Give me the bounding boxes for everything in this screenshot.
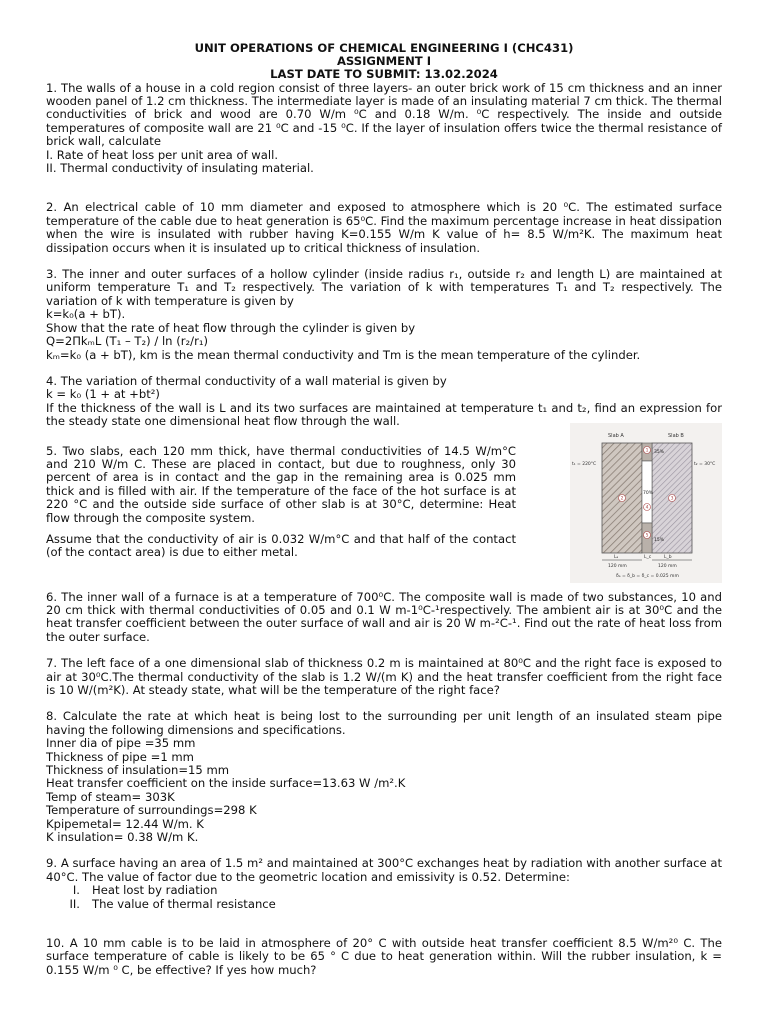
question-10: 10. A 10 mm cable is to be laid in atmosphere of 20° C with outside heat transfer coefficient 8.5 W/m²⁰ C. The surface temperature of cable is likely to be 65 ° C due to heat generation within. Will the rubber insulation, k = 0.155 W/m ⁰ C, be effective? If yes how much? [46,936,722,977]
question-8-line: Inner dia of pipe =35 mm [46,736,196,751]
question-8-line: K insulation= 0.38 W/m K. [46,830,199,845]
gap-length: L_c [644,554,652,560]
question-1-part-ii: II. Thermal conductivity of insulating material. [46,161,314,176]
question-2: 2. An electrical cable of 10 mm diameter and exposed to atmosphere which is 20 ⁰C. The estimated surface temperature of the cable due to heat generation is 65⁰C. Find the maximum percentage increase in heat dissipation when the wire is insulated with rubber having K=0.155 W/m K value of h= 8.5 W/m²K. The maximum heat dissipation occurs when it is insulated up to critical thickness of insulation. [46,200,722,255]
slab-a-label: Slab A [608,432,624,439]
slab-a-length: Lₐ [614,554,619,560]
node-3: 3 [670,496,674,502]
question-9: 9. A surface having an area of 1.5 m² and maintained at 300°C exchanges heat by radiation with another surface at 40°C. The value of factor due to the geometric location and emissivity is 0.52. Determine: [46,856,722,884]
question-9-item-label: Heat lost by radiation [92,883,218,898]
contact-top-percent: 35% [654,449,665,455]
question-4-equation: k = k₀ (1 + at +bt²) [46,387,160,402]
slab-b-label: Slab B [668,432,684,439]
question-8-line: Temp of steam= 303K [46,789,175,804]
question-8-line: Heat transfer coefficient on the inside surface=13.63 W /m².K [46,776,406,791]
question-8-line: Thickness of insulation=15 mm [46,763,230,778]
node-4: 4 [645,505,649,511]
question-5-assumption: Assume that the conductivity of air is 0.032 W/m°C and that half of the contact (of the contact area) is due to either metal. [46,531,516,560]
question-5: 5. Two slabs, each 120 mm thick, have thermal conductivities of 14.5 W/m°C and 210 W/m C. These are placed in contact, but due to roughness, only 30 percent of area is in contact and the gap in the remaining area is 0.025 mm thick and is filled with air. If the temperature of the face of the hot surface is at 220 °C and the outside side surface of other slab is at 30°C, determine: Heat flow through the composite system. [46,443,516,525]
slab-b-length: L_b [664,554,672,560]
question-9-item-label: The value of thermal resistance [92,896,276,911]
hot-face-temp: t₁ = 220°C [572,461,597,467]
question-7: 7. The left face of a one dimensional slab of thickness 0.2 m is maintained at 80⁰C and the right face is exposed to air at 30⁰C.The thermal conductivity of the slab is 1.2 W/(m K) and the heat transfer coefficient from the right face is 10 W/(m²K). At steady state, what will be the temperature of the right face? [46,656,722,697]
question-8-line: Thickness of pipe =1 mm [46,749,194,764]
assignment-title: ASSIGNMENT I [336,54,432,69]
node-5: 5 [645,533,649,539]
question-9-item-number: II. [69,896,80,911]
course-title: UNIT OPERATIONS OF CHEMICAL ENGINEERING I (CHC431) [194,41,574,55]
question-3-equation-k: k=k₀(a + bT). [46,307,126,322]
slab-a-thickness: 120 mm [608,563,627,569]
question-3: 3. The inner and outer surfaces of a hollow cylinder (inside radius r₁, outside r₂ and length L) are maintained at uniform temperature T₁ and T₂ respectively. The variation of k with temperatures T₁ and T₂ respectively. The variation of k with temperature is given by [46,267,722,308]
question-9-item [46,884,722,897]
slab-b-thickness: 120 mm [658,563,677,569]
assignment-page [46,42,722,977]
question-3-equation-q: Q=2ΠkₘL (T₁ – T₂) / ln (r₂/r₁) [46,334,209,349]
submission-deadline: LAST DATE TO SUBMIT: 13.02.2024 [270,67,498,82]
question-4: 4. The variation of thermal conductivity of a wall material is given by [46,373,447,388]
question-3-show: Show that the rate of heat flow through the cylinder is given by [46,320,416,335]
gap-percent: 70% [643,490,654,496]
node-1: 1 [645,448,649,454]
question-5-block [46,432,722,583]
composite-slab-figure [570,423,722,583]
node-2: 2 [620,496,624,502]
question-4-rest: If the thickness of the wall is L and its two surfaces are maintained at temperature t₁ and t₂, find an expression for the steady state one dimensional heat flow through the wall. [46,400,722,429]
question-8: 8. Calculate the rate at which heat is being lost to the surrounding per unit length of an insulated steam pipe having the following dimensions and specifications. [46,709,722,737]
question-3-km: kₘ=k₀ (a + bT), km is the mean thermal conductivity and Tm is the mean temperature of the cylinder. [46,347,641,362]
contact-bottom-percent: 15% [654,537,665,543]
question-8-line: Temperature of surroundings=298 K [46,803,257,818]
question-9-item-number: I. [72,883,80,898]
question-1-part-i: I. Rate of heat loss per unit area of wall. [46,147,279,162]
cold-face-temp: t₂ = 30°C [694,461,716,467]
question-8-line: Kpipemetal= 12.44 W/m. K [46,816,204,831]
question-1: 1. The walls of a house in a cold region consist of three layers- an outer brick work of 15 cm thickness and an inner wooden panel of 1.2 cm thickness. The intermediate layer is made of an insulating material 7 cm thick. The thermal conductivities of brick and wood are 0.70 W/m ⁰C and 0.18 W/m. ⁰C respectively. The inside and outside temperatures of composite wall are 21 ⁰C and -15 ⁰C. If the layer of insulation offers twice the thermal resistance of brick wall, calculate [46,80,722,149]
question-6: 6. The inner wall of a furnace is at a temperature of 700⁰C. The composite wall is made of two substances, 10 and 20 cm thick with thermal conductivities of 0.05 and 0.1 W m-1⁰C-¹respectively. The ambient air is at 30⁰C and the heat transfer coefficient between the outer surface of wall and air is 20 W m-²C-¹. Find out the rate of heat loss from the outer surface. [46,589,722,644]
gap-thickness: δₐ = δ_b = δ_c = 0.025 mm [616,573,679,579]
question-9-item [46,898,722,911]
